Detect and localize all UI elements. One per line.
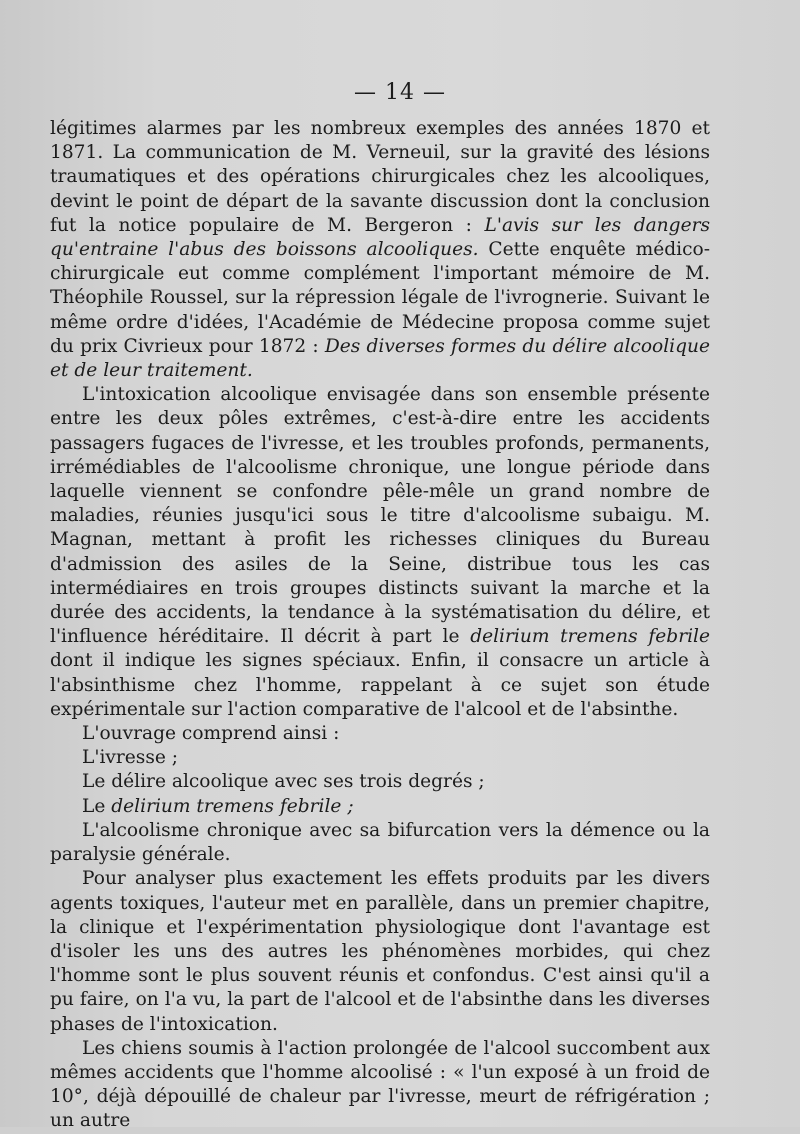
paragraph-1-text-c: Cette enquête médico-chirurgicale eut comme complément l'important mémoire de M. Théophile Roussel, sur la répression légale de l'ivrognerie. Suivant le même ordre d'idées, l'Académie de Médecine proposa comme sujet du prix Civrieux pour 1872 : xyxy=(50,239,710,357)
list-item-3-italic: delirium tremens febrile ; xyxy=(111,795,354,817)
paragraph-2-text-c: dont il indique les signes spéciaux. Enfin, il consacre un article à l'absinthisme chez l'homme, rappelant à ce sujet son étude expérimentale sur l'action comparative de l'alcool et de l'absinthe. xyxy=(50,650,710,720)
paragraph-3: Pour analyser plus exactement les effets produits par les divers agents toxiques, l'auteur met en parallèle, dans un premier chapitre, la clinique et l'expérimentation physiologique dont l'avantage est d'isoler les uns des autres les phénomènes morbides, qui chez l'homme sont le plus souvent réunis et confondus. C'est ainsi qu'il a pu faire, on l'a vu, la part de l'alcool et de l'absinthe dans les diverses phases de l'intoxication. xyxy=(50,868,710,1035)
paragraph-1-italic-subject: Des diverses formes du délire alcoolique et de leur traitement. xyxy=(50,335,710,382)
list-item-4: L'alcoolisme chronique avec sa bifurcation vers la démence ou la paralysie générale. xyxy=(50,819,710,866)
page-number: — 14 — xyxy=(354,80,446,105)
list-item-2: Le délire alcoolique avec ses trois degrés ; xyxy=(82,771,485,793)
paragraph-2-text-a: L'intoxication alcoolique envisagée dans son ensemble présente entre les deux pôles extrêmes, c'est-à-dire entre les accidents passagers fugaces de l'ivresse, et les troubles profonds, permanents, irrémédiables de l'alcoolisme chronique, une longue période dans laquelle viennent se confondre pêle-mêle un grand nombre de maladies, réunies jusqu'ici sous le titre d'alcoolisme subaigu. M. Magnan, mettant à profit les richesses cliniques du Bureau d'admission des asiles de la Seine, distribue tous les cas intermédiaires en trois groupes distincts suivant la marche et la durée des accidents, la tendance à la systématisation du délire, et l'influence héréditaire. Il décrit à part le xyxy=(50,384,710,648)
list-item-1: L'ivresse ; xyxy=(82,747,179,769)
paragraph-1 xyxy=(50,117,710,383)
paragraph-2-italic: delirium tremens febrile xyxy=(470,626,710,648)
list-intro: L'ouvrage comprend ainsi : xyxy=(82,723,340,745)
paragraph-4: Les chiens soumis à l'action prolongée de l'alcool succombent aux mêmes accidents que l'homme alcoolisé : « l'un exposé à un froid de 10°, déjà dépouillé de chaleur par l'ivresse, meurt de réfrigération ; un autre xyxy=(50,1037,710,1132)
list-item-3 xyxy=(50,795,710,819)
paragraph-1-text-a: légitimes alarmes par les nombreux exemples des années 1870 et 1871. La communication de M. Verneuil, sur la gravité des lésions traumatiques et des opérations chirurgicales chez les alcooliques, devint le point de départ de la savante discussion dont la conclusion fut la notice populaire de M. Bergeron : xyxy=(50,118,710,236)
paragraph-1-italic-title: L'avis sur les dangers qu'entraine l'abus des boissons alcooliques. xyxy=(50,214,710,261)
list-item-3-prefix: Le xyxy=(82,795,112,817)
body-text xyxy=(50,117,710,1134)
paragraph-2 xyxy=(50,383,710,722)
